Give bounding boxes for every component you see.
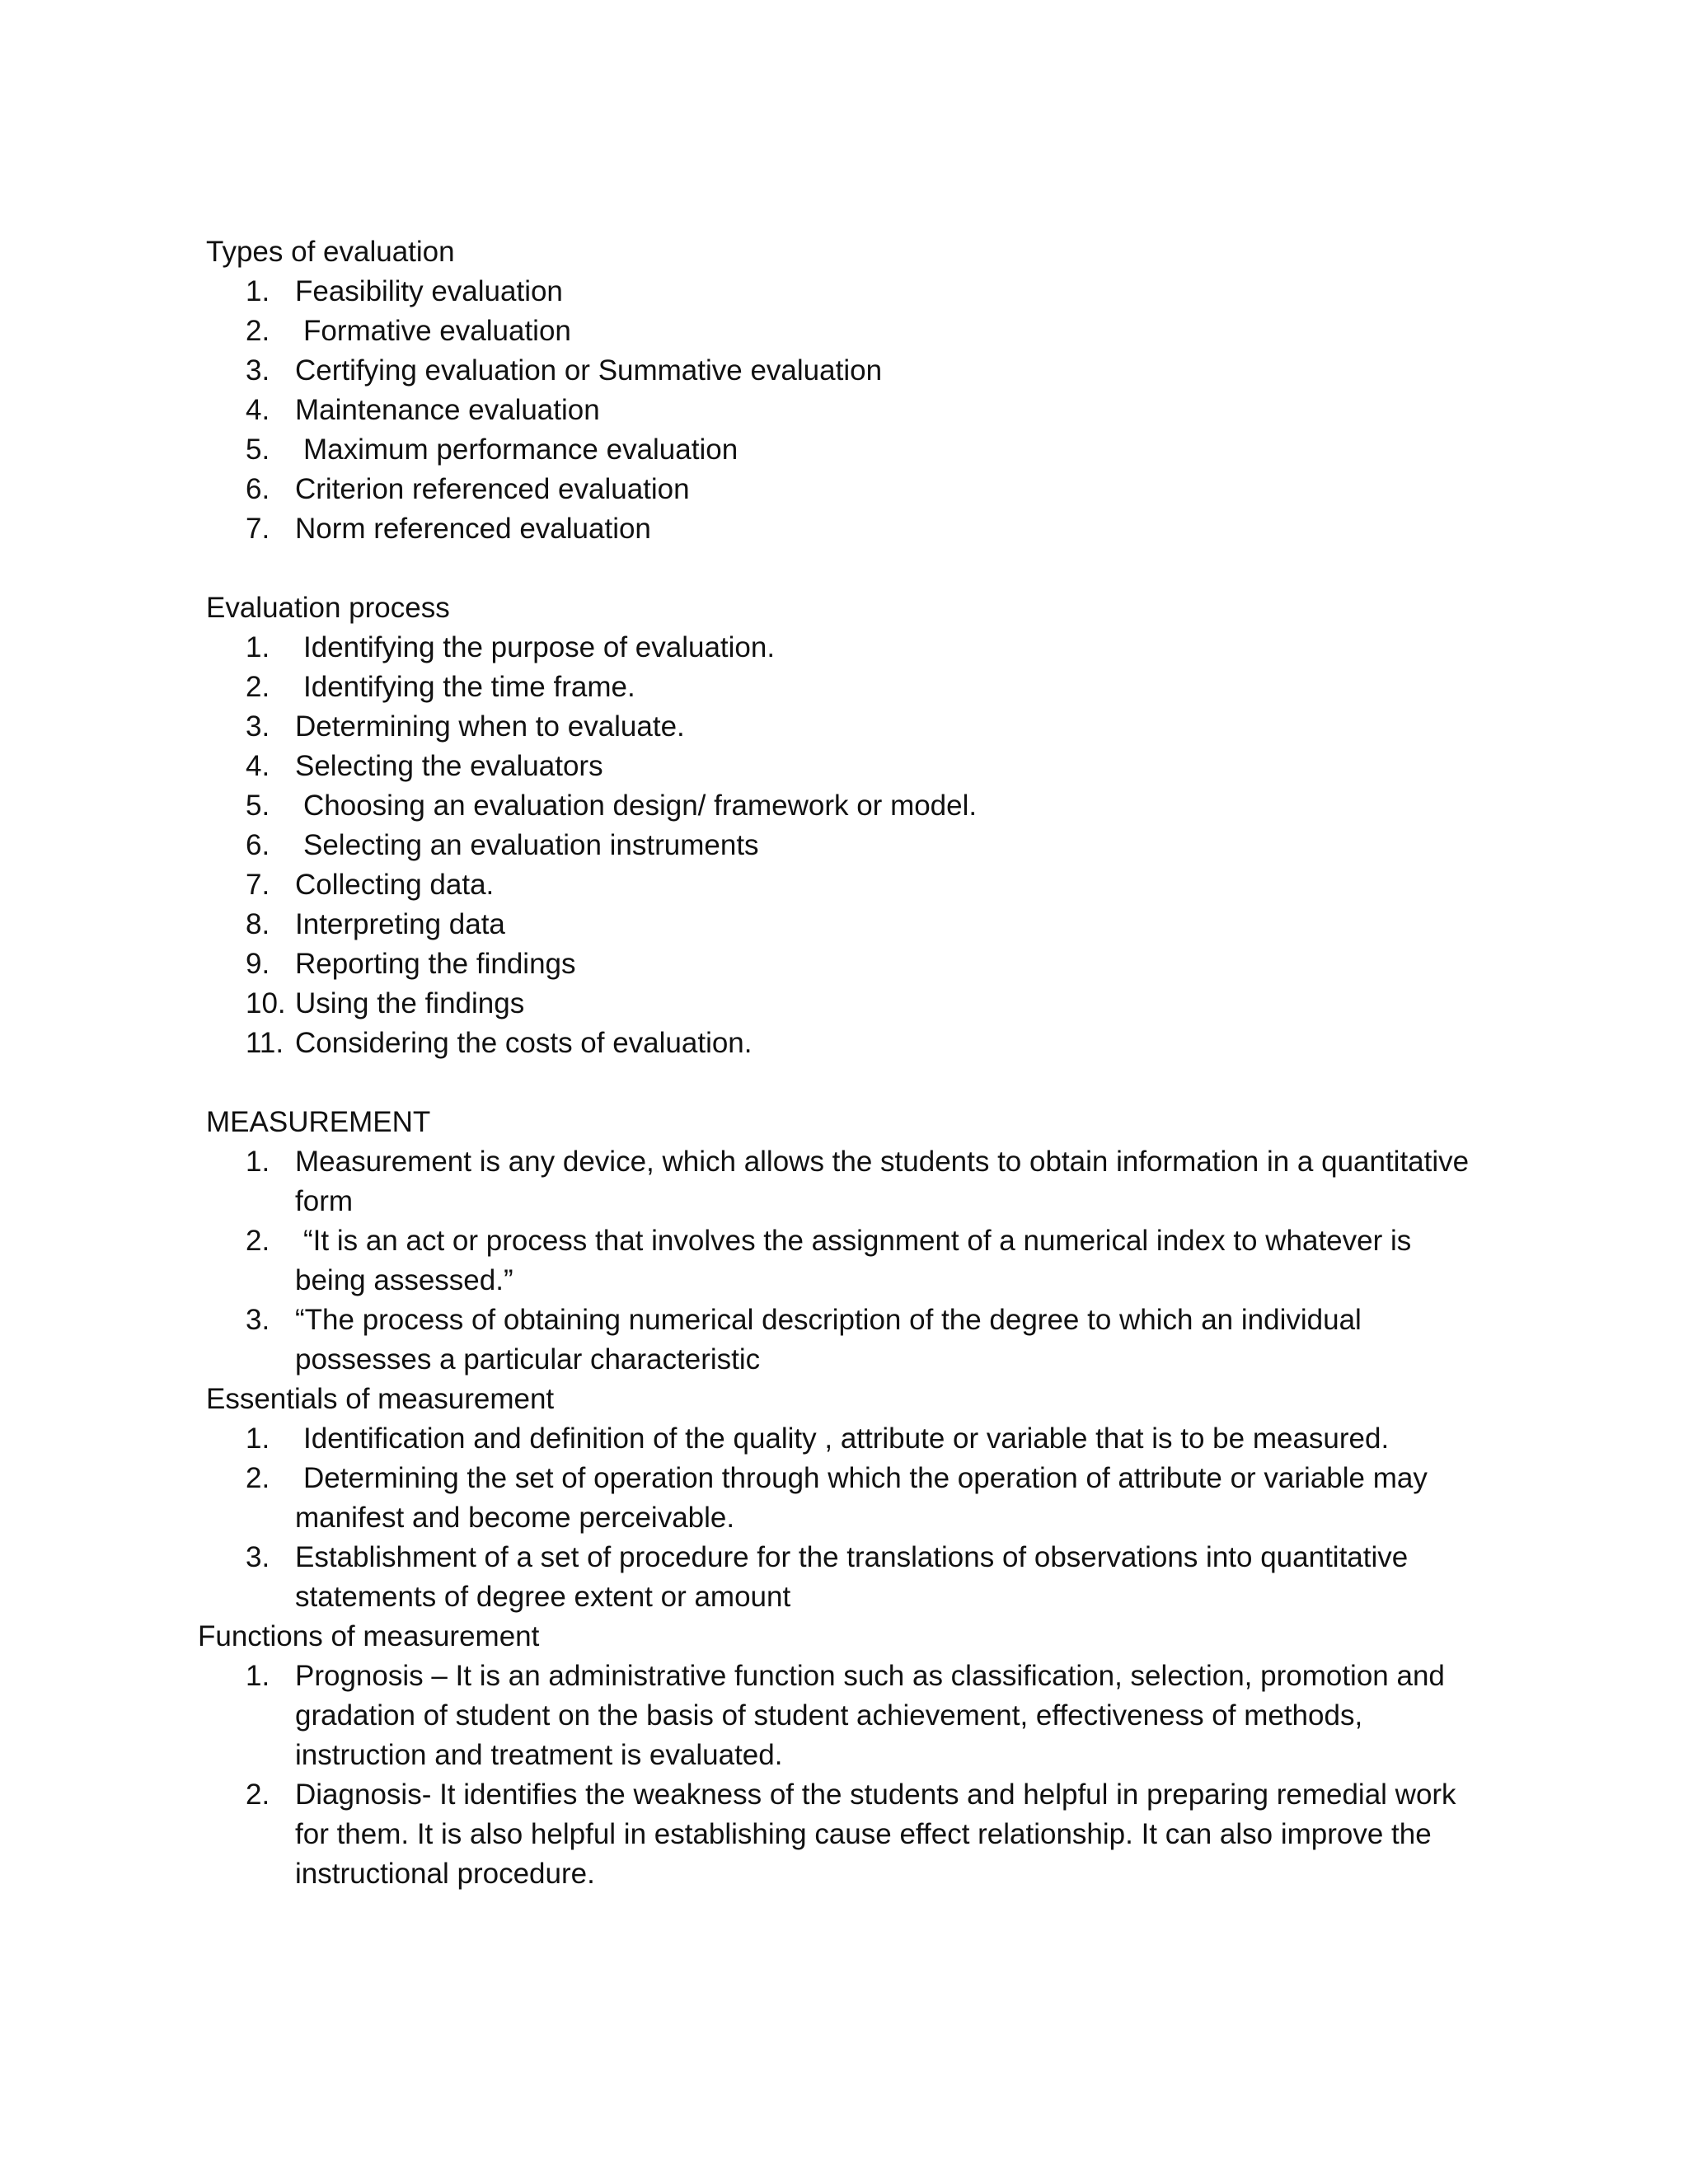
item-text: Measurement is any device, which allows the students to obtain information in a quantitative form	[295, 1146, 1470, 1217]
item-text: Selecting an evaluation instruments	[303, 829, 759, 861]
list-measurement	[0, 1142, 1688, 1380]
item-number: 5.	[246, 790, 270, 822]
list-item	[0, 1459, 1688, 1538]
item-text: Determining when to evaluate.	[295, 710, 685, 743]
item-number: 5.	[246, 434, 270, 466]
item-number: 1.	[246, 275, 270, 307]
item-number: 3.	[246, 354, 270, 387]
list-item	[0, 944, 1688, 984]
item-text: Collecting data.	[295, 869, 495, 901]
item-number: 4.	[246, 750, 270, 782]
list-item	[0, 509, 1688, 549]
item-text: Maximum performance evaluation	[303, 434, 738, 466]
item-number: 2.	[246, 1225, 270, 1257]
item-number: 1.	[246, 631, 270, 663]
item-text: “The process of obtaining numerical description of the degree to which an individual possesses a particular characteristic	[295, 1304, 1362, 1376]
item-number: 2.	[246, 1462, 270, 1494]
item-number: 3.	[246, 1541, 270, 1573]
item-text: Reporting the findings	[295, 948, 576, 980]
list-item	[0, 430, 1688, 470]
heading-types-of-evaluation: Types of evaluation	[206, 236, 455, 268]
item-text: Identifying the purpose of evaluation.	[303, 631, 776, 663]
list-item	[0, 1775, 1688, 1894]
list-item	[0, 707, 1688, 747]
item-number: 1.	[246, 1422, 270, 1455]
item-text: Selecting the evaluators	[295, 750, 603, 782]
item-number: 2.	[246, 1779, 270, 1811]
item-number: 10.	[246, 987, 286, 1019]
list-item	[0, 272, 1688, 312]
document-content	[0, 232, 1688, 1894]
item-number: 11.	[246, 1027, 284, 1059]
item-text: Considering the costs of evaluation.	[295, 1027, 753, 1059]
list-item	[0, 826, 1688, 865]
item-text: Feasibility evaluation	[295, 275, 563, 307]
list-functions-of-measurement	[0, 1657, 1688, 1894]
item-text: Diagnosis- It identifies the weakness of the students and helpful in preparing remedial work for them. It is also helpful in establishing cause effect relationship. It can also improve the instructional procedure.	[295, 1779, 1456, 1890]
list-item	[0, 470, 1688, 509]
list-types-of-evaluation	[0, 272, 1688, 549]
list-item	[0, 668, 1688, 707]
heading-measurement: MEASUREMENT	[206, 1106, 431, 1138]
heading-essentials-of-measurement: Essentials of measurement	[206, 1383, 555, 1415]
list-item	[0, 984, 1688, 1024]
heading-functions-of-measurement: Functions of measurement	[198, 1620, 540, 1652]
section-gap	[0, 549, 1688, 588]
list-item	[0, 1538, 1688, 1617]
item-number: 6.	[246, 829, 270, 861]
list-essentials-of-measurement	[0, 1419, 1688, 1617]
list-item	[0, 1024, 1688, 1063]
list-item	[0, 865, 1688, 905]
list-item	[0, 1142, 1688, 1221]
item-text: Maintenance evaluation	[295, 394, 600, 426]
item-text: Determining the set of operation through which the operation of attribute or variable may manifest and become perceivable.	[295, 1462, 1428, 1534]
item-text: Prognosis – It is an administrative function such as classification, selection, promotion and gradation of student on the basis of student achievement, effectiveness of methods, instruction and treatment is evaluated.	[295, 1660, 1445, 1771]
list-item	[0, 905, 1688, 944]
heading-evaluation-process: Evaluation process	[206, 592, 450, 624]
list-item	[0, 747, 1688, 786]
item-number: 1.	[246, 1660, 270, 1692]
list-item	[0, 786, 1688, 826]
list-item	[0, 312, 1688, 351]
item-number: 4.	[246, 394, 270, 426]
item-text: Norm referenced evaluation	[295, 513, 651, 545]
item-number: 3.	[246, 1304, 270, 1336]
item-text: Identifying the time frame.	[303, 671, 635, 703]
list-item	[0, 1301, 1688, 1380]
list-item	[0, 391, 1688, 430]
item-number: 1.	[246, 1146, 270, 1178]
list-item	[0, 1221, 1688, 1301]
item-text: Choosing an evaluation design/ framework or model.	[303, 790, 978, 822]
item-text: Establishment of a set of procedure for the translations of observations into quantitative statements of degree extent or amount	[295, 1541, 1409, 1613]
list-item	[0, 1657, 1688, 1775]
item-text: “It is an act or process that involves the assignment of a numerical index to whatever is being assessed.”	[295, 1225, 1412, 1296]
list-item	[0, 628, 1688, 668]
item-number: 2.	[246, 315, 270, 347]
item-number: 8.	[246, 908, 270, 940]
item-text: Identification and definition of the quality , attribute or variable that is to be measured.	[303, 1422, 1390, 1455]
item-text: Formative evaluation	[303, 315, 571, 347]
list-item	[0, 351, 1688, 391]
list-item	[0, 1419, 1688, 1459]
item-number: 2.	[246, 671, 270, 703]
item-number: 9.	[246, 948, 270, 980]
item-number: 7.	[246, 513, 270, 545]
item-number: 7.	[246, 869, 270, 901]
item-text: Using the findings	[295, 987, 525, 1019]
item-number: 6.	[246, 473, 270, 505]
item-text: Criterion referenced evaluation	[295, 473, 690, 505]
section-gap	[0, 1063, 1688, 1103]
item-number: 3.	[246, 710, 270, 743]
list-evaluation-process	[0, 628, 1688, 1063]
item-text: Certifying evaluation or Summative evaluation	[295, 354, 883, 387]
item-text: Interpreting data	[295, 908, 505, 940]
